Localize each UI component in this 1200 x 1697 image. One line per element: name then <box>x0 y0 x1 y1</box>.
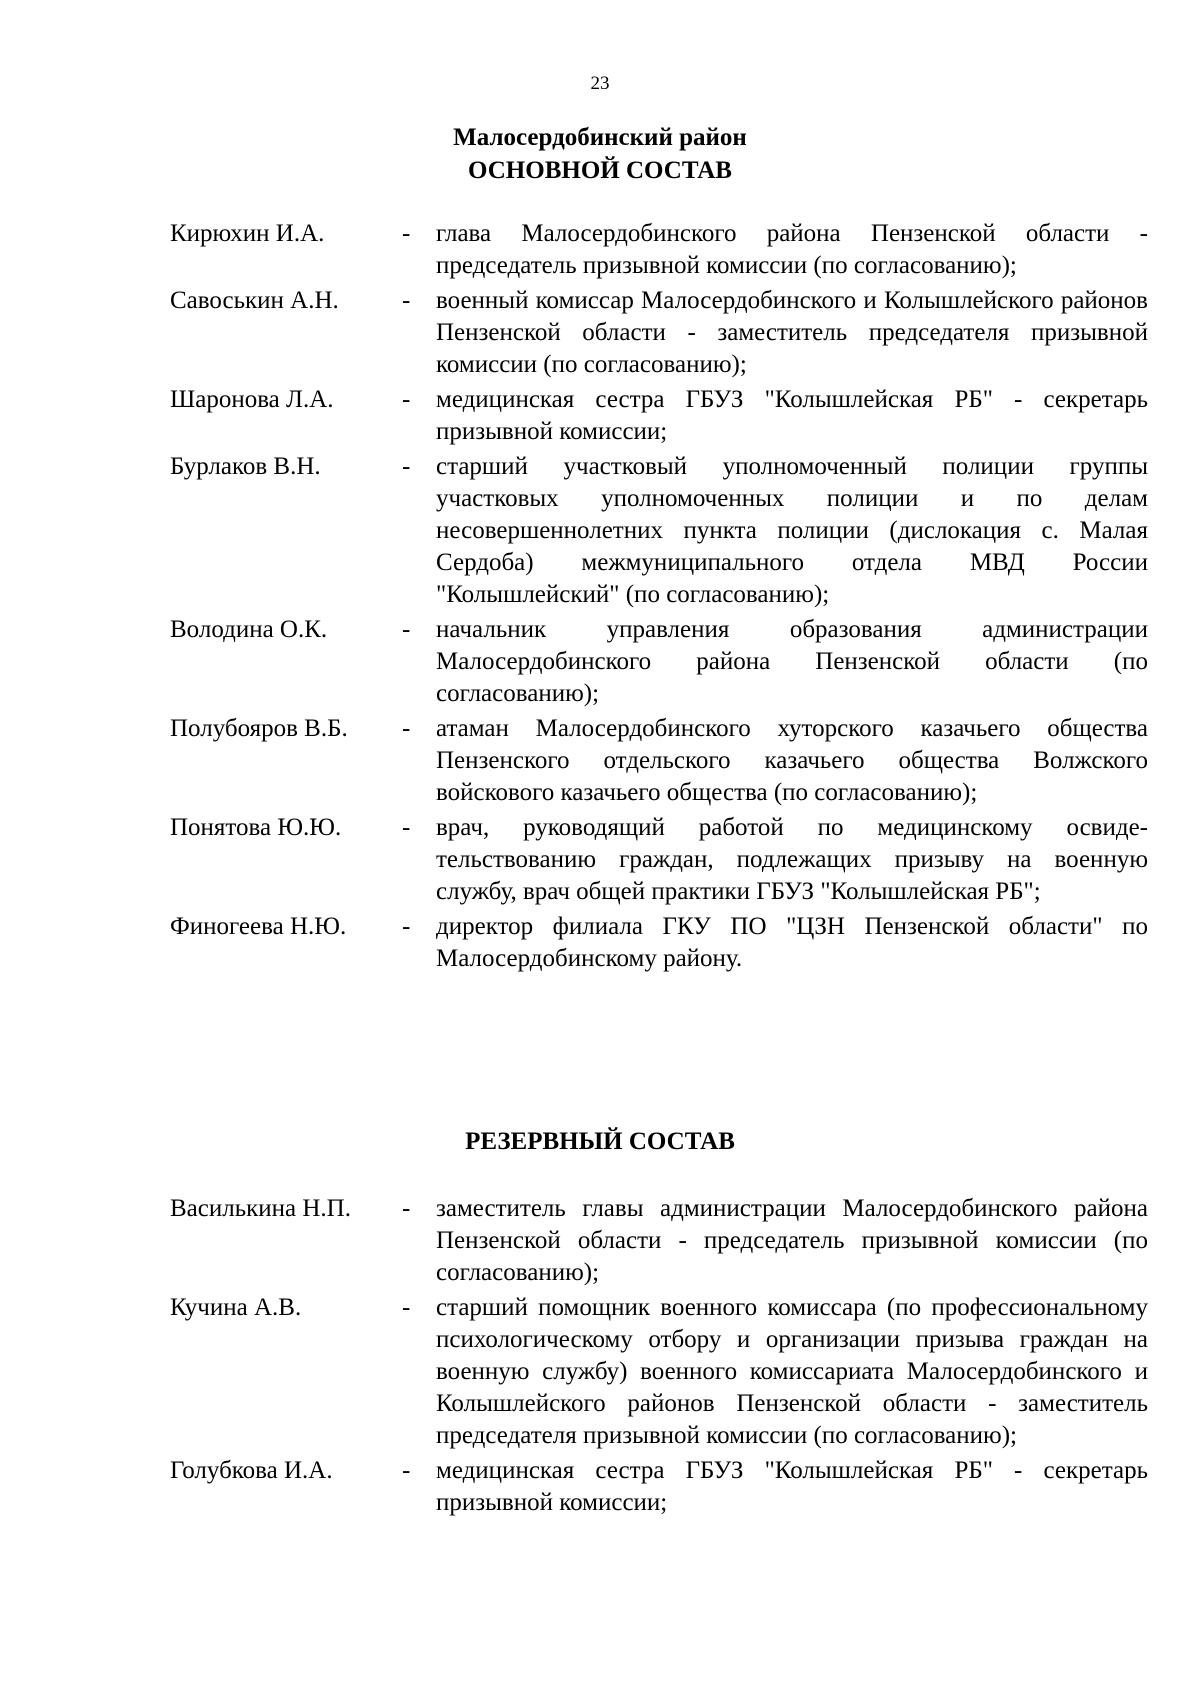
member-name: Кучина А.В. <box>170 1294 302 1321</box>
member-entry <box>170 451 1150 611</box>
member-name: Шаронова Л.А. <box>170 386 334 413</box>
member-dash: - <box>402 287 411 314</box>
reserve-members-list <box>170 1193 1150 1522</box>
member-entry <box>170 1193 1150 1289</box>
member-dash: - <box>402 1195 411 1222</box>
member-role: глава Малосердобинского района Пензенской области - председатель призывной комиссии (по согласованию); <box>436 220 1148 279</box>
reserve-composition-title: РЕЗЕРВНЫЙ СОСТАВ <box>465 1128 735 1155</box>
member-dash: - <box>402 1457 411 1484</box>
member-dash: - <box>402 453 411 480</box>
member-entry <box>170 1292 1150 1452</box>
member-entry <box>170 614 1150 710</box>
member-dash: - <box>402 616 411 643</box>
member-dash: - <box>402 386 411 413</box>
member-role: начальник управления образования администрации Малосердобинского района Пензенской области (по согласованию); <box>436 616 1148 707</box>
member-entry <box>170 218 1150 282</box>
member-role: врач, руководящий работой по медицинскому освидетельствованию граждан, подлежащих призыву на военную службу, врач общей практики ГБУЗ "Колышлейская РБ"; <box>436 814 1148 905</box>
member-role: заместитель главы администрации Малосердобинского района Пензенской области - председатель призывной комиссии (по согласованию); <box>436 1195 1148 1286</box>
member-role: директор филиала ГКУ ПО "ЦЗН Пензенской области" по Малосердобинскому району. <box>436 913 1148 972</box>
member-name: Финогеева Н.Ю. <box>170 913 347 940</box>
member-name: Понятова Ю.Ю. <box>170 814 342 841</box>
main-composition-title: ОСНОВНОЙ СОСТАВ <box>468 157 732 184</box>
member-name: Володина О.К. <box>170 616 328 643</box>
member-dash: - <box>402 913 411 940</box>
member-name: Савоськин А.Н. <box>170 287 339 314</box>
member-role: медицинская сестра ГБУЗ "Колышлейская РБ" - секретарь призывной комиссии; <box>436 1457 1148 1516</box>
member-entry <box>170 384 1150 448</box>
district-title: Малосердобинский район <box>453 124 747 151</box>
member-entry <box>170 713 1150 809</box>
member-dash: - <box>402 814 411 841</box>
member-name: Кирюхин И.А. <box>170 220 325 247</box>
member-role: военный комиссар Малосердобинского и Колышлейского районов Пензенской области - заместитель председателя призывной комиссии (по согласованию); <box>436 287 1148 378</box>
member-entry <box>170 1455 1150 1519</box>
member-role: старший помощник военного комиссара (по профессиональному психологическому отбору и организации призыва граждан на военную службу) военного комиссариата Малосердобинского и Колышлейского районов Пензенской области - заместитель председателя призывной комиссии (по согласованию); <box>436 1294 1148 1449</box>
member-entry <box>170 911 1150 975</box>
member-dash: - <box>402 1294 411 1321</box>
member-dash: - <box>402 715 411 742</box>
member-entry <box>170 812 1150 908</box>
member-name: Голубкова И.А. <box>170 1457 333 1484</box>
member-name: Полубояров В.Б. <box>170 715 348 742</box>
member-role: старший участковый уполномоченный полиции группы участковых уполномоченных полиции и по делам несовершеннолетних пункта полиции (дислокация с. Малая Сердоба) межмуниципального отдела МВД России "Колышлейский" (по согласованию); <box>436 453 1148 608</box>
main-members-list <box>170 218 1150 978</box>
member-entry <box>170 285 1150 381</box>
member-name: Василькина Н.П. <box>170 1195 351 1222</box>
member-role: медицинская сестра ГБУЗ "Колышлейская РБ" - секретарь призывной комиссии; <box>436 386 1148 445</box>
member-dash: - <box>402 220 411 247</box>
member-name: Бурлаков В.Н. <box>170 453 321 480</box>
member-role: атаман Малосердобинского хуторского казачьего общества Пензенского отдельского казачьего общества Волжского войскового казачьего общества (по согласованию); <box>436 715 1148 806</box>
page-number: 23 <box>590 73 610 94</box>
